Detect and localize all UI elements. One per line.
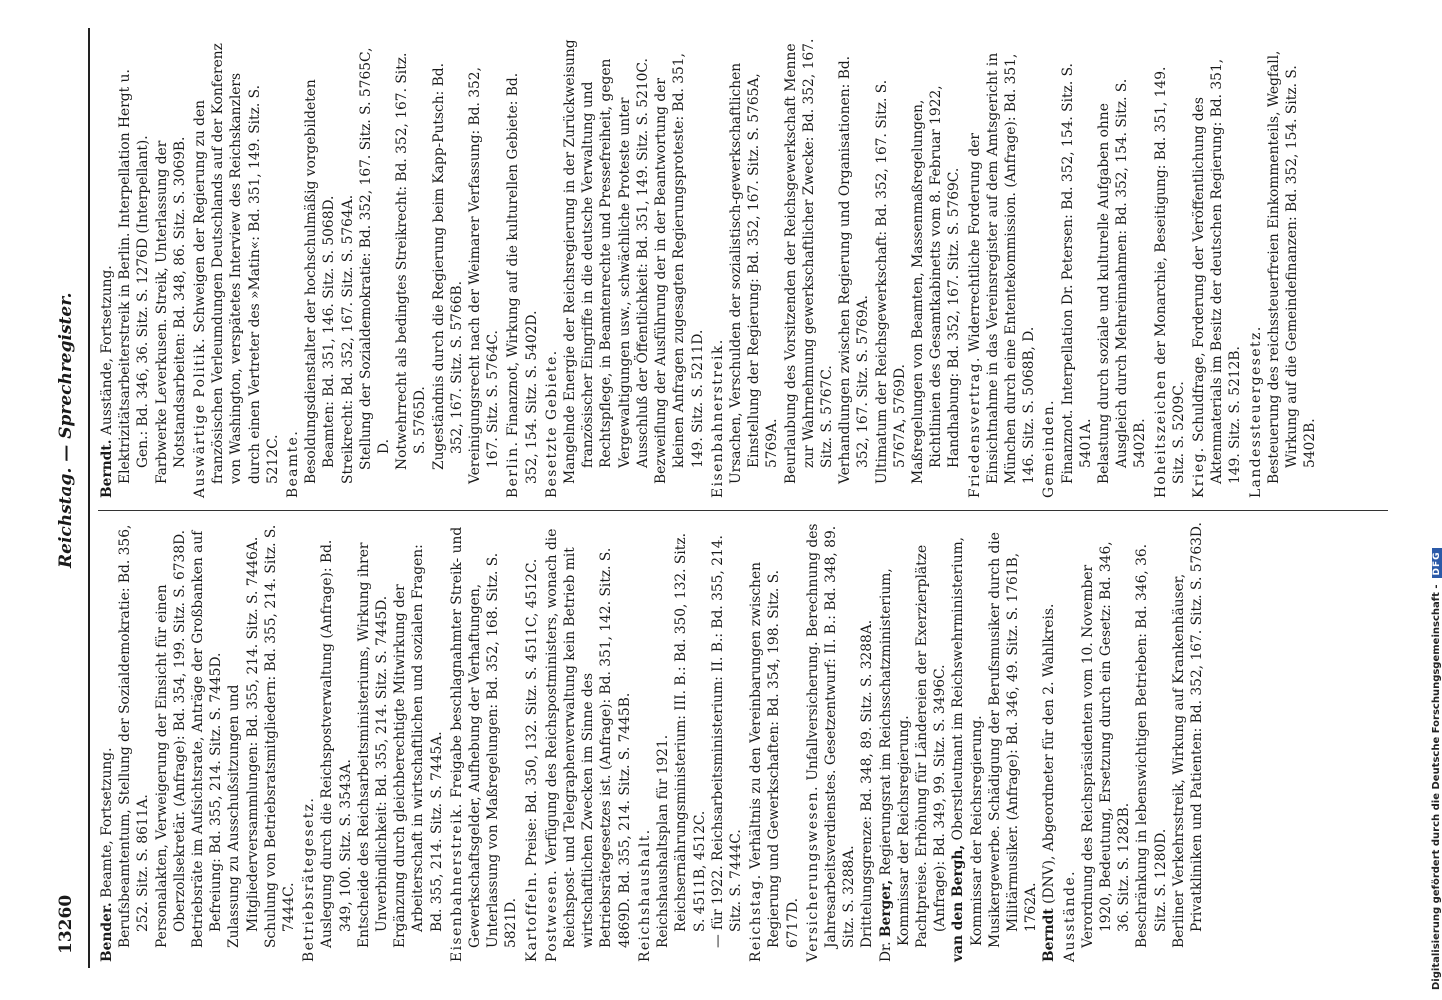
index-entry bbox=[1265, 38, 1320, 498]
index-entry bbox=[189, 522, 225, 962]
entry-text: Verordnung des Reichspräsidenten vom 10. November 1920, Bedeutung, Ersetzung durch ein Gesetz: Bd. 346, 36. Sitz. S. 1282B. bbox=[1079, 541, 1133, 948]
index-entry bbox=[877, 522, 913, 962]
entry-text: Oberstleutnant im Reichswehrministerium, Kommissar der Reichsregierung. bbox=[950, 536, 985, 946]
document-page bbox=[48, 28, 1418, 968]
topic-heading: Eisenbahnerstreik. bbox=[448, 802, 465, 962]
entry-text: Schulung von Betriebsratsmitgliedern: Bd. 355, 214. Sitz. S. 7444C. bbox=[262, 524, 298, 948]
entry-text: Ausstände, Fortsetzung. bbox=[99, 265, 115, 436]
index-entry bbox=[116, 522, 152, 962]
index-entry bbox=[636, 522, 654, 962]
index-entry bbox=[355, 522, 391, 962]
entry-text: Betriebsräte im Aufsichtsrate, Anträge der Großbanken auf Befreiung: Bd. 355, 214. Sitz. S. 7445D. bbox=[190, 530, 225, 948]
entry-text: Ergänzung durch gleichberechtigte Mitwirkung der Arbeiterschaft in wirtschaftlichen und sozialen Fragen: Bd. 355, 214. Sitz. S. 7445A. bbox=[392, 544, 445, 948]
entry-text: Bezweiflung der Ausführung der in der Beantwortung der kleinen Anfragen zugesagten Regierungsproteste: Bd. 351, 149. Sitz. S. 5211D. bbox=[653, 53, 706, 484]
index-entry bbox=[391, 522, 446, 962]
index-entry bbox=[318, 522, 354, 962]
index-entry bbox=[782, 38, 837, 498]
topic-heading: Beamte. bbox=[285, 429, 302, 498]
index-entry bbox=[448, 522, 521, 962]
entry-text: Berufsbeamtentum, Stellung der Sozialdemokratie: Bd. 356, 252. Sitz. S. 8611A. bbox=[117, 524, 152, 948]
index-entry bbox=[98, 522, 116, 962]
entry-text: Verhandlungen zwischen Regierung und Organisationen: Bd. 352, 167. Sitz. S. 5769A. bbox=[837, 55, 872, 484]
index-entry bbox=[1170, 522, 1206, 962]
entry-text: Notwehrrecht als bedingtes Streikrecht: Bd. 352, 167. Sitz. S. 5765D. bbox=[394, 52, 429, 470]
index-entry bbox=[727, 38, 782, 498]
index-entry bbox=[153, 38, 189, 498]
entry-text: Verhältnis zu den Vereinbarungen zwischen Regierung und Gewerkschaften: Bd. 354, 198. Sitz. S. 6717D. bbox=[748, 562, 801, 948]
entry-text: Streikrecht: Bd. 352, 167. Sitz. S. 5764A. bbox=[339, 194, 356, 484]
entry-text: Beschränkung in lebenswichtigen Betrieben: Bd. 346, 36. Sitz. S. 1280D. bbox=[1134, 543, 1169, 948]
topic-heading: Reichshaushalt. bbox=[636, 828, 653, 962]
topic-heading: Betriebsrätegesetz. bbox=[301, 796, 318, 962]
index-entry bbox=[986, 522, 1041, 962]
speaker-name: Berndt bbox=[1041, 908, 1058, 962]
index-entry bbox=[1247, 38, 1265, 498]
index-entry bbox=[339, 38, 357, 498]
running-head: Reichstag. — Sprechregister. bbox=[56, 292, 76, 568]
entry-text: Farbwerke Leverkusen. Streik, Unterlassung der Notstandsarbeiten: Bd. 348, 86. Sitz. S. 3069B. bbox=[153, 136, 188, 484]
entry-text: Ultimatum der Reichsgewerkschaft: Bd. 352, 167. Sitz. S. 5767A, 5769D. bbox=[873, 79, 908, 484]
entry-text: Ursachen, Verschulden der sozialistisch-gewerkschaftlichen Einstellung der Regierung: Bd. 352, 167. Sitz. S. 5765A, 5769A. bbox=[727, 62, 781, 484]
index-entry bbox=[393, 38, 429, 498]
index-entry bbox=[1059, 38, 1095, 498]
index-entry bbox=[191, 38, 282, 498]
entry-text: (DNV), Abgeordneter für den 2. Wahlkreis. bbox=[1041, 603, 1058, 904]
column-divider bbox=[98, 510, 1388, 511]
entry-prefix: Dr. bbox=[877, 941, 894, 962]
index-entry bbox=[262, 522, 298, 962]
topic-heading: Auswärtige Politik. bbox=[192, 337, 209, 498]
index-entry bbox=[357, 38, 393, 498]
topic-heading: Friedensvertrag. bbox=[966, 356, 983, 498]
credit-text: Digitalisierung gefördert durch die Deutsche Forschungsgemeinschaft - bbox=[1431, 584, 1442, 990]
index-entry bbox=[1152, 38, 1188, 498]
index-entry bbox=[1095, 38, 1150, 498]
index-entry bbox=[709, 522, 745, 962]
entry-text: Widerrechtliche Forderung der Einsichtnahme in das Vereinsregister auf dem Amtsgericht in München durch eine Ententekommission. (Anfrage): Bd. 351, 146. Sitz. S. 5068B, D. bbox=[966, 52, 1038, 484]
entry-text: Reichshaushaltsplan für 1921. Reichsernährungsministerium: III. B.: Bd. 350, 132. Sitz. S. 4511B, 4512C. bbox=[655, 533, 708, 948]
entry-text: Belastung durch soziale und kulturelle Aufgaben ohne Ausgleich durch Mehreinnahmen: Bd. 352, 154. Sitz. S. 5402B. bbox=[1095, 78, 1149, 484]
topic-heading: Kartoffeln. bbox=[523, 870, 540, 962]
topic-heading: Ausstände. bbox=[1061, 869, 1078, 962]
index-entry bbox=[302, 38, 338, 498]
topic-heading: Versicherungswesen. bbox=[804, 785, 821, 962]
index-entry bbox=[284, 38, 302, 498]
page-header bbox=[48, 28, 84, 968]
topic-heading: Gemeinden. bbox=[1041, 398, 1058, 498]
topic-heading: Hoheitszeichen bbox=[1152, 369, 1169, 498]
index-entry bbox=[1040, 522, 1058, 962]
entry-text: Finanznot, Wirkung auf die kulturellen Gebiete: Bd. 352, 154. Sitz. S. 5402D. bbox=[505, 72, 540, 484]
index-entry bbox=[466, 38, 502, 498]
entry-text: Unfallversicherung. Berechnung des Jahresarbeitsverdienstes. Gesetzentwurf: II. B.: Bd. 348, 89. Sitz. S. 3288A. bbox=[804, 523, 858, 948]
dfg-logo: DFG bbox=[1432, 548, 1442, 578]
speaker-name: van den Bergh, bbox=[950, 844, 967, 962]
entry-text: Schweigen der Regierung zu den französischen Verleumdungen Deutschlands auf der Konferenz von Washington, verspätetes Interview des Reichskanzlers durch einen Vertreter des »Matin«: Bd. 351, 149. Sitz. S. 5212C. bbox=[192, 43, 281, 484]
index-entry bbox=[836, 38, 872, 498]
index-entry bbox=[1190, 38, 1245, 498]
topic-heading: Landessteuergesetz. bbox=[1247, 325, 1264, 498]
index-entry bbox=[98, 38, 116, 498]
topic-heading: Eisenbahnerstreik. bbox=[709, 338, 726, 498]
right-column bbox=[98, 38, 1388, 498]
speaker-name: Bender. bbox=[99, 902, 115, 962]
topic-heading: Berlin. bbox=[505, 440, 522, 498]
entry-text: Regierungsrat im Reichsschatzministerium, Kommissar der Reichsregierung. bbox=[877, 568, 912, 946]
speaker-name: Berger, bbox=[877, 879, 894, 938]
entry-text: Berliner Verkehrsstreik, Wirkung auf Krankenhäuser, Privatkliniken und Patienten: Bd. 352, 167. Sitz. S. 5763D. bbox=[1170, 522, 1205, 948]
entry-text: Entscheide des Reichsarbeitsministeriums, Wirkung ihrer Unverbindlichkeit: Bd. 355, 214. Sitz. S. 7445D. bbox=[355, 542, 391, 948]
index-entry bbox=[873, 38, 909, 498]
entry-text: — für 1922. Reichsarbeitsministerium: II. B.: Bd. 355, 214. Sitz. S. 7444C. bbox=[709, 535, 744, 948]
index-entry bbox=[804, 522, 859, 962]
index-entry bbox=[561, 38, 652, 498]
topic-heading: Postwesen. bbox=[543, 868, 560, 962]
entry-text: Besteuerung des reichssteuerfreien Einkommenteils, Wegfall, Wirkung auf die Gemeindefinanzen: Bd. 352, 154. Sitz. S. 5402B. bbox=[1265, 50, 1319, 484]
topic-heading: Besetzte Gebiete. bbox=[543, 349, 560, 498]
entry-text: Drittelungsgrenze: Bd. 348, 89. Sitz. S. 3288A. bbox=[859, 619, 876, 948]
index-entry bbox=[1133, 522, 1169, 962]
digitization-credit bbox=[1431, 0, 1442, 990]
header-rule bbox=[88, 28, 90, 968]
entry-text: der Monarchie, Beseitigung: Bd. 351, 149. Sitz. S. 5209C. bbox=[1152, 66, 1187, 484]
index-entry bbox=[523, 522, 541, 962]
entry-text: Finanznot. Interpellation Dr. Petersen: Bd. 352, 154. Sitz. S. 5401A. bbox=[1059, 63, 1094, 484]
entry-text: Preise: Bd. 350, 132. Sitz. S. 4511C, 4512C. bbox=[523, 558, 540, 867]
index-entry bbox=[709, 38, 727, 498]
topic-heading: Reichstag. bbox=[748, 873, 765, 962]
index-entry bbox=[153, 522, 189, 962]
index-entry bbox=[225, 522, 261, 962]
topic-heading: Krieg. bbox=[1190, 446, 1207, 498]
index-entry bbox=[652, 38, 707, 498]
entry-text: Verfügung des Reichspostministers, wonach die Reichspost- und Telegraphenverwaltung kein Betrieb mit wirtschaftlichen Zwecken im Sinne des Betriebsrätegesetzes ist. (Anfrage): Bd. 351, 142. Sitz. S. 4869D. Bd. 355, 214. Sitz. S. 7445B. bbox=[543, 528, 633, 948]
entry-text: Beamte, Fortsetzung. bbox=[99, 747, 115, 898]
page-number: 13260 bbox=[56, 894, 76, 954]
index-entry bbox=[116, 38, 152, 498]
entry-text: Schuldfrage, Forderung der Veröffentlichung des Aktenmaterials im Besitz der deutschen Regierung: Bd. 351, 149. Sitz. S. 5212B. bbox=[1190, 58, 1244, 484]
left-column bbox=[98, 522, 1388, 962]
speaker-name: Berndt. bbox=[99, 439, 115, 498]
entry-text: Pachtpreise. Erhöhung für Ländereien der Exerzierplätze (Anfrage): Bd. 349, 99. Sitz. S. 3496C. bbox=[913, 544, 949, 948]
entry-text: Freigabe beschlagnahmter Streik- und Gewerkschaftsgelder, Aufhebung der Verhaftungen, Unterlassung von Maßregelungen: Bd. 352, 168. Sitz. S. 5821D. bbox=[448, 526, 520, 948]
entry-text: Musikergewerbe. Schädigung der Berufsmusiker durch die Militärmusiker. (Anfrage): Bd. 346, 49. Sitz. S. 1761B, 1762A. bbox=[986, 532, 1040, 948]
index-entry bbox=[654, 522, 709, 962]
entry-text: Zulassung zu Ausschußsitzungen und Mitgliederversammlungen: Bd. 355, 214. Sitz. S. 7446A. bbox=[226, 536, 261, 948]
entry-text: Elektrizitätsarbeiterstreik in Berlin. Interpellation Hergt u. Gen.: Bd. 346, 36. Sitz. S. 1276D (Interpellant). bbox=[117, 69, 152, 484]
entry-text: Besoldungsdienstalter der hochschulmäßig vorgebildeten Beamten: Bd. 351, 146. Sitz. S. 5068D. bbox=[303, 79, 338, 484]
index-entry bbox=[1061, 522, 1079, 962]
index-entry bbox=[543, 38, 561, 498]
index-entry bbox=[966, 38, 1039, 498]
index-entry bbox=[430, 38, 466, 498]
entry-text: Personalakten, Verweigerung der Einsicht für einen Oberzollsekretär. (Anfrage): Bd. 354, 199. Sitz. S. 6738D. bbox=[153, 529, 188, 948]
entry-text: Maßregelungen von Beamten, Massenmaßregelungen, Richtlinien des Gesamtkabinetts vom 8. Februar 1922, Handhabung: Bd. 352, 167. Sitz. S. 5769C. bbox=[909, 85, 963, 484]
index-entry bbox=[858, 522, 876, 962]
entry-text: Mangelnde Energie der Reichsregierung in der Zurückweisung französischer Eingriffe in die deutsche Verwaltung und Rechtspflege, in Beamtenrechte und Pressefreiheit, gegen Vergewaltigungen usw., schwächliche Proteste unter Ausschluß der Öffentlichkeit: Bd. 351, 149. Sitz. S. 5210C. bbox=[562, 39, 651, 484]
entry-text: Zugeständnis durch die Regierung beim Kapp-Putsch: Bd. 352, 167. Sitz. S. 5766B. bbox=[430, 63, 465, 470]
entry-text: Stellung der Sozialdemokratie: Bd. 352, 167. Sitz. S. 5765C, D. bbox=[357, 47, 393, 470]
index-entry bbox=[1040, 38, 1058, 498]
index-entry bbox=[504, 38, 540, 498]
entry-text: Vereinigungsrecht nach der Weimarer Verfassung: Bd. 352, 167. Sitz. S. 5764C. bbox=[467, 67, 502, 484]
index-entry bbox=[747, 522, 802, 962]
index-entry bbox=[1079, 522, 1134, 962]
index-entry bbox=[949, 522, 985, 962]
entry-text: Auslegung durch die Reichspostverwaltung (Anfrage): Bd. 349, 100. Sitz. S. 3543A. bbox=[319, 539, 354, 948]
index-entry bbox=[913, 522, 949, 962]
index-entry bbox=[300, 522, 318, 962]
index-entry bbox=[909, 38, 964, 498]
entry-text: Beurlaubung des Vorsitzenden der Reichsgewerkschaft Menne zur Wahrnehmung gewerkschaftlicher Zwecke: Bd. 352, 167. Sitz. S. 5767C. bbox=[782, 38, 835, 484]
index-entry bbox=[543, 522, 634, 962]
